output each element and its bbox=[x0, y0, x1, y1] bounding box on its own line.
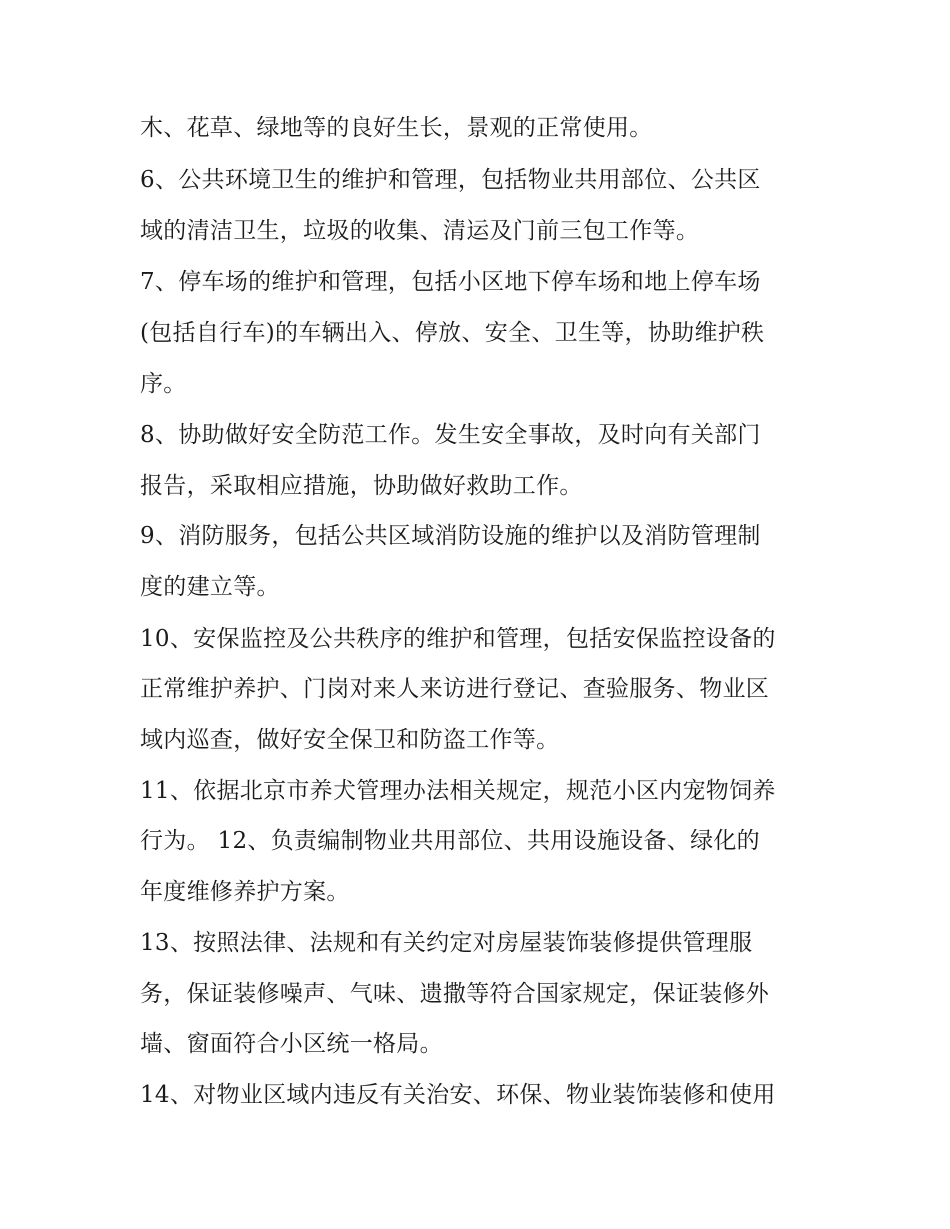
text-line: 报告，采取相应措施，协助做好救助工作。 bbox=[140, 473, 583, 499]
text-line: 13、按照法律、法规和有关约定对房屋装饰装修提供管理服 bbox=[140, 930, 753, 956]
text-line: 14、对物业区域内违反有关治安、环保、物业装饰装修和使用 bbox=[140, 1082, 776, 1108]
text-line: 墙、窗面符合小区统一格局。 bbox=[140, 1031, 443, 1057]
text-line: 6、公共环境卫生的维护和管理，包括物业共用部位、公共区 bbox=[140, 167, 761, 193]
text-line: (包括自行车)的车辆出入、停放、安全、卫生等，协助维护秩 bbox=[140, 320, 765, 346]
text-line: 度的建立等。 bbox=[140, 574, 280, 600]
text-line: 10、安保监控及公共秩序的维护和管理，包括安保监控设备的 bbox=[140, 626, 776, 652]
text-line: 行为。 12、负责编制物业共用部位、共用设施设备、绿化的 bbox=[140, 828, 760, 854]
text-line: 域的清洁卫生，垃圾的收集、清运及门前三包工作等。 bbox=[140, 218, 700, 244]
text-line: 序。 bbox=[140, 371, 187, 397]
text-line: 正常维护养护、门岗对来人来访进行登记、查验服务、物业区 bbox=[140, 676, 770, 702]
text-line: 年度维修养护方案。 bbox=[140, 879, 350, 905]
text-line: 8、协助做好安全防范工作。发生安全事故，及时向有关部门 bbox=[140, 422, 761, 448]
text-line: 务，保证装修噪声、气味、遗撒等符合国家规定，保证装修外 bbox=[140, 981, 770, 1007]
text-line: 11、依据北京市养犬管理办法相关规定，规范小区内宠物饲养 bbox=[140, 778, 776, 804]
text-line: 域内巡查，做好安全保卫和防盗工作等。 bbox=[140, 727, 560, 753]
text-line: 7、停车场的维护和管理，包括小区地下停车场和地上停车场 bbox=[140, 269, 761, 295]
text-line: 9、消防服务，包括公共区域消防设施的维护以及消防管理制 bbox=[140, 523, 761, 549]
text-line: 木、花草、绿地等的良好生长，景观的正常使用。 bbox=[140, 115, 653, 141]
